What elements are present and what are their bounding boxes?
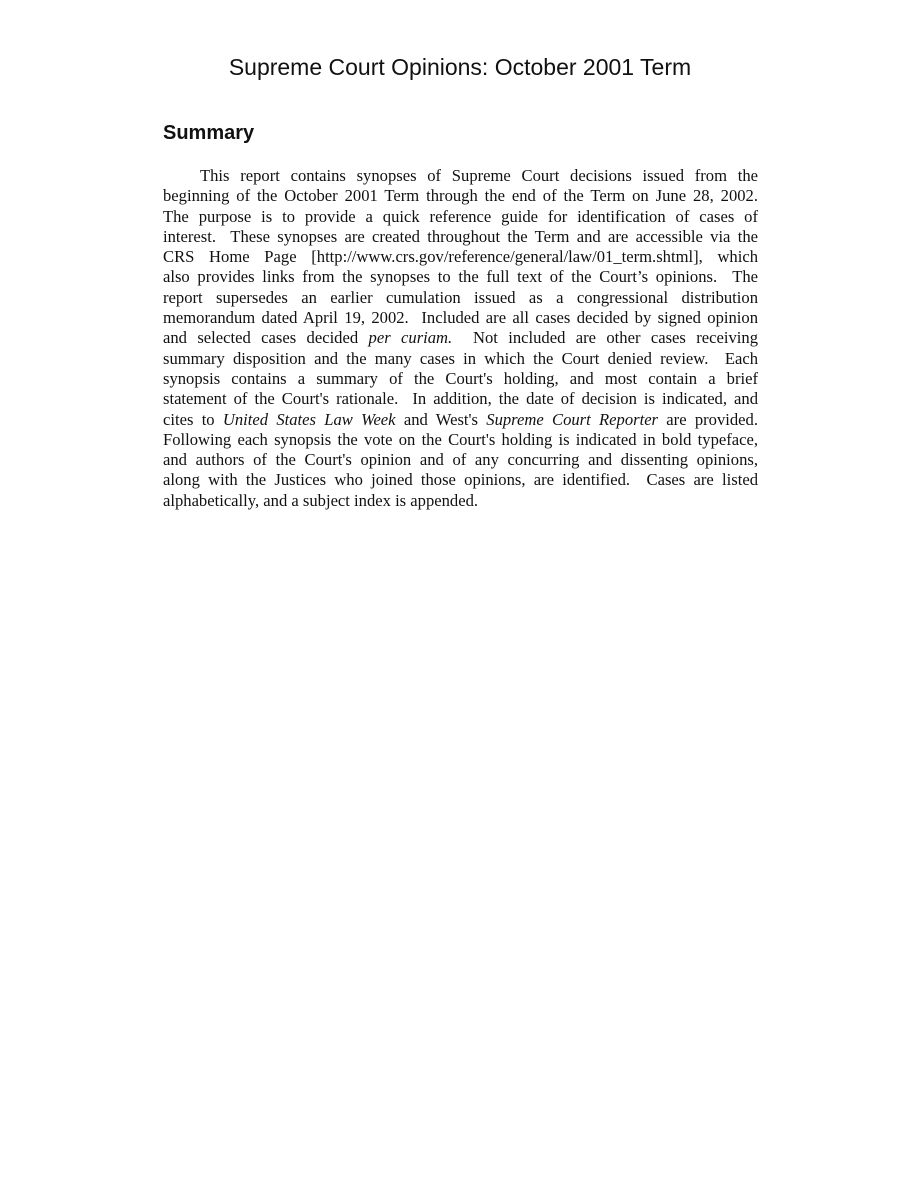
- summary-line: The purpose is to provide a quick reference guide for identification of cases of: [163, 206, 758, 226]
- summary-line: beginning of the October 2001 Term through the end of the Term on June 28, 2002.: [163, 186, 758, 206]
- page-title: Supreme Court Opinions: October 2001 Term: [228, 54, 692, 80]
- section-heading: Summary: [163, 122, 255, 144]
- summary-line: Following each synopsis the vote on the Court's holding is indicated in bold typeface,: [163, 429, 758, 449]
- summary-line: synopsis contains a summary of the Court's holding, and most contain a brief: [163, 368, 758, 388]
- summary-line: report supersedes an earlier cumulation issued as a congressional distribution: [163, 287, 758, 307]
- summary-line: alphabetically, and a subject index is appended.: [163, 490, 479, 510]
- summary-paragraph: [163, 166, 758, 511]
- italic-term-per-curiam: per curiam.: [368, 328, 453, 348]
- italic-title-law-week: United States Law Week: [222, 409, 396, 429]
- summary-line: summary disposition and the many cases in which the Court denied review. Each: [163, 348, 758, 368]
- summary-line: CRS Home Page [http://www.crs.gov/reference/general/law/01_term.shtml], which: [163, 247, 758, 267]
- summary-line: statement of the Court's rationale. In addition, the date of decision is indicated, and: [163, 389, 758, 409]
- summary-line: and selected cases decided per curiam. Not included are other cases receiving: [163, 328, 758, 348]
- summary-line: along with the Justices who joined those opinions, are identified. Cases are listed: [163, 470, 758, 490]
- summary-line: This report contains synopses of Supreme Court decisions issued from the: [200, 166, 758, 185]
- italic-title-court-reporter: Supreme Court Reporter: [486, 409, 659, 429]
- summary-line: also provides links from the synopses to the full text of the Court’s opinions. The: [163, 267, 758, 287]
- summary-line: interest. These synopses are created throughout the Term and are accessible via the: [163, 226, 758, 246]
- summary-line: cites to United States Law Week and West's Supreme Court Reporter are provided.: [163, 409, 758, 429]
- summary-line: memorandum dated April 19, 2002. Included are all cases decided by signed opinion: [163, 308, 758, 328]
- summary-line: and authors of the Court's opinion and of any concurring and dissenting opinions,: [163, 450, 758, 470]
